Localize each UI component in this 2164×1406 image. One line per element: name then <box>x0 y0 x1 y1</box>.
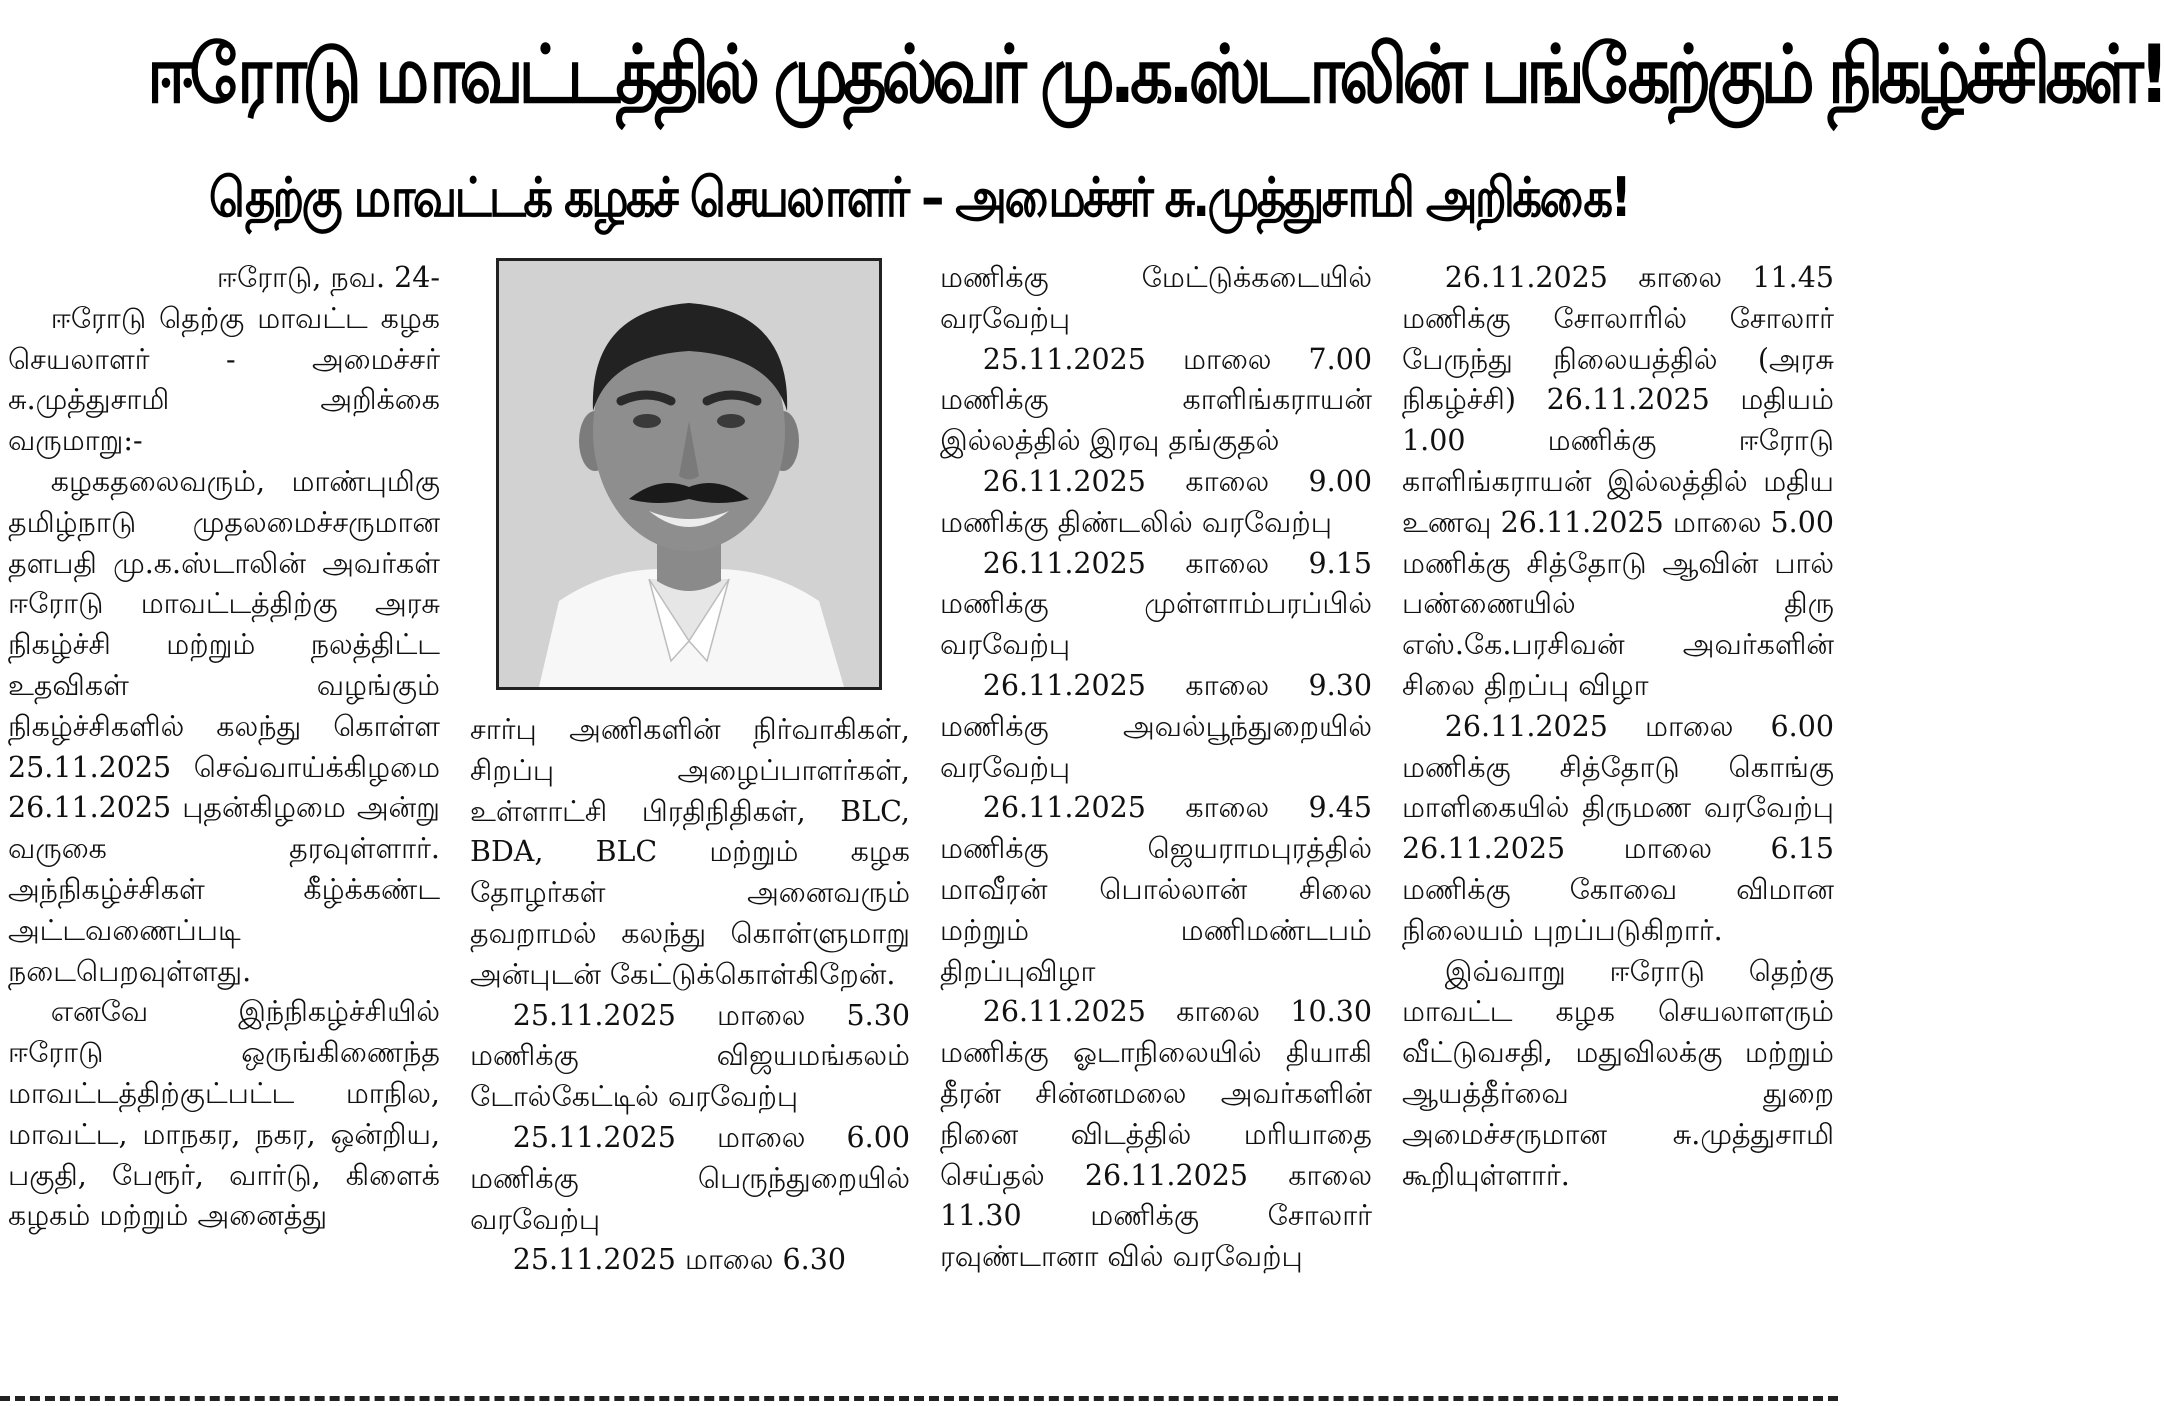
schedule-item: 25.11.2025 மாலை 5.30 மணிக்கு விஜயமங்கலம் டோல்கேட்டில் வரவேற்பு <box>470 998 910 1114</box>
schedule-item: 26.11.2025 காலை 9.30 மணிக்கு அவல்பூந்துறையில் வரவேற்பு <box>940 668 1372 784</box>
minister-photo <box>496 258 882 690</box>
closing-paragraph: இவ்வாறு ஈரோடு தெற்கு மாவட்ட கழக செயலாளரும் வீட்டுவசதி, மதுவிலக்கு மற்றும் ஆயத்தீர்வை துறை அமைச்சருமான சு.முத்துசாமி கூறியுள்ளார். <box>1402 954 1834 1192</box>
schedule-item: 26.11.2025 மாலை 6.00 மணிக்கு சித்தோடு கொங்கு மாளிகையில் திருமண வரவேற்பு 26.11.2025 மாலை 6.15 மணிக்கு கோவை விமான நிலையம் புறப்படுகிறார். <box>1402 709 1834 947</box>
article-paragraph: ஈரோடு தெற்கு மாவட்ட கழக செயலாளர் - அமைச்சர் சு.முத்துசாமி அறிக்கை வருமாறு:- <box>8 301 440 458</box>
schedule-item: 25.11.2025 மாலை 6.00 மணிக்கு பெருந்துறையில் வரவேற்பு <box>470 1120 910 1236</box>
schedule-item: 25.11.2025 மாலை 7.00 மணிக்கு காளிங்கராயன் இல்லத்தில் இரவு தங்குதல் <box>940 342 1372 458</box>
schedule-item: 26.11.2025 காலை 9.15 மணிக்கு முள்ளாம்பரப்பில் வரவேற்பு <box>940 546 1372 662</box>
article-paragraph: சார்பு அணிகளின் நிர்வாகிகள், சிறப்பு அழைப்பாளர்கள், உள்ளாட்சி பிரதிநிதிகள், BLC, BDA, BLC மற்றும் கழக தோழர்கள் அனைவரும் தவறாமல் கலந்து கொள்ளுமாறு அன்புடன் கேட்டுக்கொள்கிறேன். <box>470 713 910 991</box>
schedule-item: 25.11.2025 மாலை 6.30 <box>512 1243 846 1277</box>
bottom-dashed-rule <box>0 1396 1838 1401</box>
portrait-image <box>499 261 879 687</box>
schedule-item: 26.11.2025 காலை 10.30 மணிக்கு ஓடாநிலையில் தியாகி தீரன் சின்னமலை அவர்களின் நினை விடத்தில் மரியாதை செய்தல் 26.11.2025 காலை 11.30 மணிக்கு சோலார் ரவுண்டானா வில் வரவேற்பு <box>940 995 1372 1274</box>
schedule-item: 26.11.2025 காலை 9.00 மணிக்கு திண்டலில் வரவேற்பு <box>940 464 1372 539</box>
article-paragraph: கழகதலைவரும், மாண்புமிகு தமிழ்நாடு முதலமைச்சருமான தளபதி மு.க.ஸ்டாலின் அவர்கள் ஈரோடு மாவட்டத்திற்கு அரசு நிகழ்ச்சி மற்றும் நலத்திட்ட உதவிகள் வழங்கும் நிகழ்ச்சிகளில் கலந்து கொள்ள 25.11.2025 செவ்வாய்க்கிழமை 26.11.2025 புதன்கிழமை அன்று வருகை தரவுள்ளார். அந்நிகழ்ச்சிகள் கீழ்க்கண்ட அட்டவணைப்படி நடைபெறவுள்ளது. <box>8 464 440 988</box>
schedule-item: 26.11.2025 காலை 11.45 மணிக்கு சோலாரில் சோலார் பேருந்து நிலையத்தில் (அரசு நிகழ்ச்சி) 26.11.2025 மதியம் 1.00 மணிக்கு ஈரோடு காளிங்கராயன் இல்லத்தில் மதிய உணவு 26.11.2025 மாலை 5.00 மணிக்கு சித்தோடு ஆவின் பால் பண்ணையில் திரு எஸ்.கே.பரசிவன் அவர்களின் சிலை திறப்பு விழா <box>1402 261 1834 702</box>
schedule-item: மணிக்கு மேட்டுக்கடையில் வரவேற்பு <box>940 261 1372 335</box>
article-column-1 <box>8 258 440 1376</box>
schedule-item: 26.11.2025 காலை 9.45 மணிக்கு ஜெயராமபுரத்தில் மாவீரன் பொல்லான் சிலை மற்றும் மணிமண்டபம் திறப்புவிழா <box>940 791 1372 988</box>
headline: ஈரோடு மாவட்டத்தில் முதல்வர் மு.க.ஸ்டாலின் பங்கேற்கும் நிகழ்ச்சிகள்! <box>147 28 2164 121</box>
article-paragraph: எனவே இந்நிகழ்ச்சியில் ஈரோடு ஒருங்கிணைந்த மாவட்டத்திற்குட்பட்ட மாநில, மாவட்ட, மாநகர, நகர, ஒன்றிய, பகுதி, பேரூர், வார்டு, கிளைக் கழகம் மற்றும் அனைத்து <box>8 995 440 1233</box>
article-column-3 <box>940 258 1372 1376</box>
article-column-2 <box>470 710 910 1380</box>
dateline: ஈரோடு, நவ. 24- <box>216 261 440 294</box>
subheadline: தெற்கு மாவட்டக் கழகச் செயலாளர் – அமைச்சர் சு.முத்துசாமி அறிக்கை! <box>208 166 1630 229</box>
article-column-4 <box>1402 258 1834 1376</box>
